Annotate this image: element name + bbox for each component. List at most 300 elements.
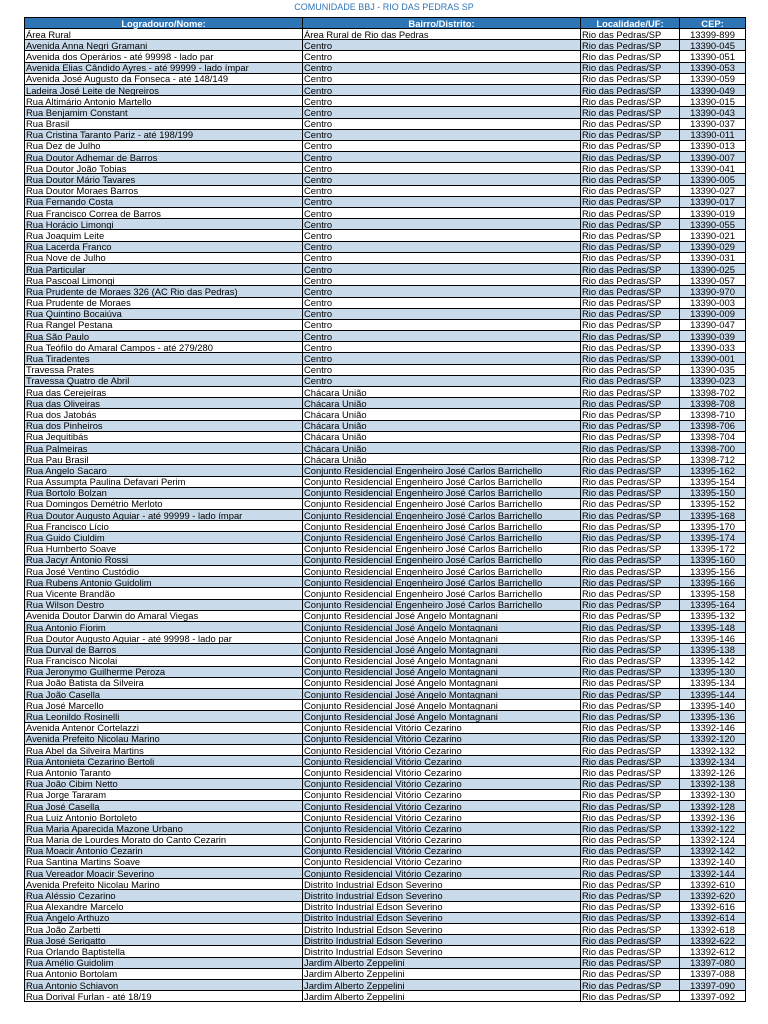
- cell-logradouro: Rua Doutor João Tobias: [25, 163, 303, 174]
- cell-bairro: Conjunto Residencial Vitório Cezarino: [303, 856, 581, 867]
- cell-bairro: Conjunto Residencial Vitório Cezarino: [303, 733, 581, 744]
- cell-cep: 13390-007: [680, 152, 746, 163]
- cell-cep: 13390-023: [680, 375, 746, 386]
- table-row: [25, 230, 746, 241]
- cell-localidade: Rio das Pedras/SP: [581, 163, 680, 174]
- cell-logradouro: Rua Angelo Sacaro: [25, 465, 303, 476]
- cell-logradouro: Rua Assumpta Paulina Defavari Perim: [25, 476, 303, 487]
- cell-localidade: Rio das Pedras/SP: [581, 756, 680, 767]
- cell-cep: 13398-712: [680, 454, 746, 465]
- cell-bairro: Conjunto Residencial Vitório Cezarino: [303, 745, 581, 756]
- table-row: [25, 476, 746, 487]
- cell-bairro: Conjunto Residencial Engenheiro José Carlos Barrichello: [303, 510, 581, 521]
- cell-localidade: Rio das Pedras/SP: [581, 644, 680, 655]
- cell-cep: 13392-610: [680, 879, 746, 890]
- cell-bairro: Conjunto Residencial José Angelo Montagnani: [303, 655, 581, 666]
- cell-cep: 13390-029: [680, 241, 746, 252]
- cell-logradouro: Rua Humberto Soave: [25, 543, 303, 554]
- cell-localidade: Rio das Pedras/SP: [581, 689, 680, 700]
- cell-logradouro: Avenida José Augusto da Fonseca - até 148/149: [25, 73, 303, 84]
- cell-bairro: Centro: [303, 107, 581, 118]
- table-row: [25, 767, 746, 778]
- cell-logradouro: Rua Doutor Augusto Aguiar - até 99999 - lado ímpar: [25, 510, 303, 521]
- cell-localidade: Rio das Pedras/SP: [581, 566, 680, 577]
- cell-cep: 13395-156: [680, 566, 746, 577]
- cell-bairro: Centro: [303, 40, 581, 51]
- cell-logradouro: Rua Antonio Taranto: [25, 767, 303, 778]
- cell-cep: 13390-057: [680, 275, 746, 286]
- cell-localidade: Rio das Pedras/SP: [581, 510, 680, 521]
- table-row: [25, 51, 746, 62]
- cell-bairro: Centro: [303, 118, 581, 129]
- cell-localidade: Rio das Pedras/SP: [581, 655, 680, 666]
- cell-localidade: Rio das Pedras/SP: [581, 812, 680, 823]
- cell-bairro: Conjunto Residencial Engenheiro José Carlos Barrichello: [303, 487, 581, 498]
- cell-logradouro: Rua Antonio Bortolam: [25, 968, 303, 979]
- cell-localidade: Rio das Pedras/SP: [581, 599, 680, 610]
- cell-bairro: Conjunto Residencial Vitório Cezarino: [303, 800, 581, 811]
- table-row: [25, 84, 746, 95]
- cell-logradouro: Rua João Batista da Silveira: [25, 677, 303, 688]
- cell-bairro: Centro: [303, 185, 581, 196]
- cell-logradouro: Rua Pau Brasil: [25, 454, 303, 465]
- cell-logradouro: Rua Doutor Adhemar de Barros: [25, 152, 303, 163]
- table-row: [25, 129, 746, 140]
- cell-bairro: Conjunto Residencial José Angelo Montagnani: [303, 689, 581, 700]
- cell-bairro: Centro: [303, 73, 581, 84]
- table-row: [25, 935, 746, 946]
- cell-bairro: Centro: [303, 263, 581, 274]
- table-row: [25, 252, 746, 263]
- cell-logradouro: Avenida dos Operários - até 99998 - lado par: [25, 51, 303, 62]
- cell-logradouro: Avenida Prefeito Nicolau Marino: [25, 733, 303, 744]
- cell-logradouro: Rua Antonieta Cezarino Bertoli: [25, 756, 303, 767]
- cell-bairro: Conjunto Residencial Engenheiro José Carlos Barrichello: [303, 543, 581, 554]
- cell-localidade: Rio das Pedras/SP: [581, 800, 680, 811]
- cell-bairro: Distrito Industrial Edson Severino: [303, 901, 581, 912]
- cell-localidade: Rio das Pedras/SP: [581, 733, 680, 744]
- cell-bairro: Centro: [303, 196, 581, 207]
- table-row: [25, 118, 746, 129]
- cell-cep: 13392-140: [680, 856, 746, 867]
- cell-bairro: Chácara União: [303, 420, 581, 431]
- table-row: [25, 722, 746, 733]
- cell-localidade: Rio das Pedras/SP: [581, 991, 680, 1002]
- cell-logradouro: Rua Vicente Brandão: [25, 588, 303, 599]
- cell-logradouro: Rua Palmeiras: [25, 442, 303, 453]
- table-row: [25, 241, 746, 252]
- cell-localidade: Rio das Pedras/SP: [581, 465, 680, 476]
- cell-cep: 13390-043: [680, 107, 746, 118]
- cell-logradouro: Rua Antonio Fiorim: [25, 621, 303, 632]
- cell-bairro: Centro: [303, 308, 581, 319]
- table-row: [25, 196, 746, 207]
- cell-bairro: Centro: [303, 375, 581, 386]
- cell-cep: 13392-132: [680, 745, 746, 756]
- cell-logradouro: Rua Doutor Mário Tavares: [25, 174, 303, 185]
- table-row: [25, 510, 746, 521]
- cell-bairro: Centro: [303, 152, 581, 163]
- cell-bairro: Jardim Alberto Zeppelini: [303, 979, 581, 990]
- cell-bairro: Centro: [303, 319, 581, 330]
- table-row: [25, 845, 746, 856]
- cell-logradouro: Rua Francisco Lício: [25, 521, 303, 532]
- cell-logradouro: Rua João Casella: [25, 689, 303, 700]
- cell-cep: 13390-021: [680, 230, 746, 241]
- cell-logradouro: Rua dos Pinheiros: [25, 420, 303, 431]
- cell-cep: 13395-142: [680, 655, 746, 666]
- cell-logradouro: Ladeira José Leite de Negreiros: [25, 84, 303, 95]
- table-row: [25, 991, 746, 1002]
- cell-logradouro: Rua Prudente de Moraes: [25, 297, 303, 308]
- cell-cep: 13390-041: [680, 163, 746, 174]
- cell-cep: 13395-168: [680, 510, 746, 521]
- table-row: [25, 174, 746, 185]
- cell-localidade: Rio das Pedras/SP: [581, 230, 680, 241]
- cell-logradouro: Avenida Anna Negri Gramani: [25, 40, 303, 51]
- cell-bairro: Conjunto Residencial Engenheiro José Carlos Barrichello: [303, 498, 581, 509]
- cell-logradouro: Rua Horácio Limongi: [25, 219, 303, 230]
- cell-cep: 13392-146: [680, 722, 746, 733]
- cell-localidade: Rio das Pedras/SP: [581, 140, 680, 151]
- table-row: [25, 778, 746, 789]
- cell-bairro: Centro: [303, 364, 581, 375]
- cell-cep: 13397-088: [680, 968, 746, 979]
- cell-localidade: Rio das Pedras/SP: [581, 40, 680, 51]
- cell-localidade: Rio das Pedras/SP: [581, 442, 680, 453]
- cell-localidade: Rio das Pedras/SP: [581, 677, 680, 688]
- header-bairro: Bairro/Distrito:: [303, 18, 581, 29]
- cell-cep: 13397-090: [680, 979, 746, 990]
- cell-logradouro: Área Rural: [25, 29, 303, 40]
- cell-localidade: Rio das Pedras/SP: [581, 96, 680, 107]
- cell-cep: 13392-120: [680, 733, 746, 744]
- cell-localidade: Rio das Pedras/SP: [581, 185, 680, 196]
- cell-localidade: Rio das Pedras/SP: [581, 286, 680, 297]
- cell-logradouro: Rua Lacerda Franco: [25, 241, 303, 252]
- table-row: [25, 633, 746, 644]
- cell-cep: 13392-142: [680, 845, 746, 856]
- cell-localidade: Rio das Pedras/SP: [581, 208, 680, 219]
- cell-bairro: Distrito Industrial Edson Severino: [303, 912, 581, 923]
- table-row: [25, 979, 746, 990]
- cell-bairro: Conjunto Residencial Engenheiro José Carlos Barrichello: [303, 532, 581, 543]
- cell-localidade: Rio das Pedras/SP: [581, 700, 680, 711]
- cell-bairro: Conjunto Residencial José Angelo Montagnani: [303, 711, 581, 722]
- table-row: [25, 957, 746, 968]
- cell-logradouro: Travessa Prates: [25, 364, 303, 375]
- cell-logradouro: Rua João Cibim Netto: [25, 778, 303, 789]
- cell-cep: 13395-136: [680, 711, 746, 722]
- table-row: [25, 29, 746, 40]
- header-logradouro: Logradouro/Nome:: [25, 18, 303, 29]
- cell-logradouro: Rua Alexandre Marcelo: [25, 901, 303, 912]
- cell-bairro: Chácara União: [303, 398, 581, 409]
- cell-bairro: Distrito Industrial Edson Severino: [303, 924, 581, 935]
- cell-bairro: Centro: [303, 252, 581, 263]
- cell-localidade: Rio das Pedras/SP: [581, 901, 680, 912]
- cell-cep: 13398-710: [680, 409, 746, 420]
- cell-logradouro: Rua Tiradentes: [25, 353, 303, 364]
- table-row: [25, 219, 746, 230]
- cell-localidade: Rio das Pedras/SP: [581, 319, 680, 330]
- cell-cep: 13395-174: [680, 532, 746, 543]
- cell-logradouro: Rua das Cerejeiras: [25, 387, 303, 398]
- table-row: [25, 789, 746, 800]
- cell-logradouro: Rua Rangel Pestana: [25, 319, 303, 330]
- table-row: [25, 621, 746, 632]
- table-row: [25, 655, 746, 666]
- table-header-row: [25, 18, 746, 29]
- cell-localidade: Rio das Pedras/SP: [581, 577, 680, 588]
- table-row: [25, 610, 746, 621]
- cep-table: [24, 17, 746, 1002]
- cell-bairro: Chácara União: [303, 454, 581, 465]
- table-row: [25, 532, 746, 543]
- cell-cep: 13395-138: [680, 644, 746, 655]
- cell-localidade: Rio das Pedras/SP: [581, 219, 680, 230]
- cell-localidade: Rio das Pedras/SP: [581, 409, 680, 420]
- cell-cep: 13395-144: [680, 689, 746, 700]
- cell-localidade: Rio das Pedras/SP: [581, 935, 680, 946]
- cell-bairro: Conjunto Residencial Engenheiro José Carlos Barrichello: [303, 476, 581, 487]
- cell-cep: 13392-130: [680, 789, 746, 800]
- cell-cep: 13390-009: [680, 308, 746, 319]
- cell-bairro: Conjunto Residencial José Angelo Montagnani: [303, 621, 581, 632]
- cell-logradouro: Rua Santina Martins Soave: [25, 856, 303, 867]
- cell-bairro: Conjunto Residencial Engenheiro José Carlos Barrichello: [303, 588, 581, 599]
- cell-logradouro: Rua José Serigatto: [25, 935, 303, 946]
- cell-cep: 13392-134: [680, 756, 746, 767]
- cell-bairro: Centro: [303, 140, 581, 151]
- cell-localidade: Rio das Pedras/SP: [581, 297, 680, 308]
- cell-cep: 13390-003: [680, 297, 746, 308]
- table-row: [25, 331, 746, 342]
- table-row: [25, 353, 746, 364]
- cell-logradouro: Rua Dorival Furlan - até 18/19: [25, 991, 303, 1002]
- cell-localidade: Rio das Pedras/SP: [581, 621, 680, 632]
- cell-bairro: Chácara União: [303, 431, 581, 442]
- cell-cep: 13390-035: [680, 364, 746, 375]
- cell-bairro: Centro: [303, 208, 581, 219]
- table-row: [25, 666, 746, 677]
- cell-cep: 13398-702: [680, 387, 746, 398]
- cell-cep: 13397-092: [680, 991, 746, 1002]
- cell-logradouro: Rua Prudente de Moraes 326 (AC Rio das Pedras): [25, 286, 303, 297]
- cell-logradouro: Rua Wilson Destro: [25, 599, 303, 610]
- cell-logradouro: Rua Luiz Antonio Bortoleto: [25, 812, 303, 823]
- cell-cep: 13390-013: [680, 140, 746, 151]
- cell-localidade: Rio das Pedras/SP: [581, 633, 680, 644]
- cell-logradouro: Avenida Elias Cândido Ayres - até 99999 - lado ímpar: [25, 62, 303, 73]
- cell-cep: 13390-027: [680, 185, 746, 196]
- cell-cep: 13392-618: [680, 924, 746, 935]
- table-row: [25, 107, 746, 118]
- cell-bairro: Conjunto Residencial Vitório Cezarino: [303, 756, 581, 767]
- cell-localidade: Rio das Pedras/SP: [581, 118, 680, 129]
- cell-cep: 13390-031: [680, 252, 746, 263]
- cell-logradouro: Rua Rubens Antonio Guidolim: [25, 577, 303, 588]
- cell-bairro: Conjunto Residencial Engenheiro José Carlos Barrichello: [303, 566, 581, 577]
- table-row: [25, 711, 746, 722]
- cell-logradouro: Rua Maria de Lourdes Morato do Canto Cezarin: [25, 834, 303, 845]
- cell-logradouro: Rua Francisco Correa de Barros: [25, 208, 303, 219]
- table-row: [25, 398, 746, 409]
- cell-localidade: Rio das Pedras/SP: [581, 834, 680, 845]
- cell-bairro: Conjunto Residencial José Angelo Montagnani: [303, 610, 581, 621]
- table-row: [25, 689, 746, 700]
- table-row: [25, 677, 746, 688]
- cell-bairro: Centro: [303, 331, 581, 342]
- table-row: [25, 521, 746, 532]
- table-row: [25, 588, 746, 599]
- cell-bairro: Conjunto Residencial Engenheiro José Carlos Barrichello: [303, 521, 581, 532]
- cell-logradouro: Rua das Oliveiras: [25, 398, 303, 409]
- cell-bairro: Distrito Industrial Edson Severino: [303, 946, 581, 957]
- cell-cep: 13399-899: [680, 29, 746, 40]
- cell-localidade: Rio das Pedras/SP: [581, 912, 680, 923]
- cell-cep: 13392-138: [680, 778, 746, 789]
- cell-cep: 13390-017: [680, 196, 746, 207]
- cell-cep: 13395-152: [680, 498, 746, 509]
- cell-localidade: Rio das Pedras/SP: [581, 610, 680, 621]
- cell-localidade: Rio das Pedras/SP: [581, 711, 680, 722]
- table-row: [25, 946, 746, 957]
- cell-logradouro: Rua José Marcello: [25, 700, 303, 711]
- cell-bairro: Conjunto Residencial Vitório Cezarino: [303, 767, 581, 778]
- cell-logradouro: Rua Benjamim Constant: [25, 107, 303, 118]
- cell-localidade: Rio das Pedras/SP: [581, 476, 680, 487]
- cell-bairro: Conjunto Residencial Vitório Cezarino: [303, 722, 581, 733]
- table-row: [25, 185, 746, 196]
- cell-localidade: Rio das Pedras/SP: [581, 353, 680, 364]
- cell-logradouro: Rua Jorge Tararam: [25, 789, 303, 800]
- table-row: [25, 387, 746, 398]
- cell-localidade: Rio das Pedras/SP: [581, 107, 680, 118]
- table-row: [25, 800, 746, 811]
- cell-localidade: Rio das Pedras/SP: [581, 957, 680, 968]
- cell-cep: 13398-704: [680, 431, 746, 442]
- cell-bairro: Distrito Industrial Edson Severino: [303, 890, 581, 901]
- cell-localidade: Rio das Pedras/SP: [581, 375, 680, 386]
- cell-logradouro: Rua Orlando Baptistella: [25, 946, 303, 957]
- cell-logradouro: Rua São Paulo: [25, 331, 303, 342]
- cell-cep: 13390-019: [680, 208, 746, 219]
- cell-localidade: Rio das Pedras/SP: [581, 196, 680, 207]
- cell-cep: 13390-015: [680, 96, 746, 107]
- cell-logradouro: Rua Moacir Antonio Cezarin: [25, 845, 303, 856]
- cell-localidade: Rio das Pedras/SP: [581, 823, 680, 834]
- cell-localidade: Rio das Pedras/SP: [581, 342, 680, 353]
- table-row: [25, 823, 746, 834]
- cell-logradouro: Rua Quintino Bocaiúva: [25, 308, 303, 319]
- cell-cep: 13392-124: [680, 834, 746, 845]
- cell-bairro: Centro: [303, 342, 581, 353]
- cell-cep: 13390-033: [680, 342, 746, 353]
- cell-logradouro: Rua Cristina Taranto Pariz - até 198/199: [25, 129, 303, 140]
- cell-logradouro: Travessa Quatro de Abril: [25, 375, 303, 386]
- cell-localidade: Rio das Pedras/SP: [581, 431, 680, 442]
- table-body: [25, 29, 746, 1002]
- cell-localidade: Rio das Pedras/SP: [581, 666, 680, 677]
- cell-bairro: Conjunto Residencial Engenheiro José Carlos Barrichello: [303, 554, 581, 565]
- cell-logradouro: Rua Maria Aparecida Mazone Urbano: [25, 823, 303, 834]
- table-row: [25, 879, 746, 890]
- cell-logradouro: Avenida Prefeito Nicolau Marino: [25, 879, 303, 890]
- cell-cep: 13398-700: [680, 442, 746, 453]
- table-row: [25, 152, 746, 163]
- table-row: [25, 375, 746, 386]
- table-row: [25, 566, 746, 577]
- cell-bairro: Área Rural de Rio das Pedras: [303, 29, 581, 40]
- table-row: [25, 968, 746, 979]
- cell-cep: 13395-158: [680, 588, 746, 599]
- cell-bairro: Jardim Alberto Zeppelini: [303, 957, 581, 968]
- cell-cep: 13390-005: [680, 174, 746, 185]
- cell-localidade: Rio das Pedras/SP: [581, 129, 680, 140]
- cell-logradouro: Rua Guido Ciuldim: [25, 532, 303, 543]
- cell-logradouro: Avenida Antenor Cortelazzi: [25, 722, 303, 733]
- cell-localidade: Rio das Pedras/SP: [581, 532, 680, 543]
- cell-cep: 13390-037: [680, 118, 746, 129]
- cell-localidade: Rio das Pedras/SP: [581, 554, 680, 565]
- cell-cep: 13390-053: [680, 62, 746, 73]
- cell-cep: 13395-166: [680, 577, 746, 588]
- cell-bairro: Centro: [303, 129, 581, 140]
- cell-cep: 13390-039: [680, 331, 746, 342]
- cell-cep: 13390-001: [680, 353, 746, 364]
- cell-logradouro: Avenida Doutor Darwin do Amaral Viegas: [25, 610, 303, 621]
- table-row: [25, 208, 746, 219]
- cell-bairro: Centro: [303, 230, 581, 241]
- cell-cep: 13398-706: [680, 420, 746, 431]
- cell-localidade: Rio das Pedras/SP: [581, 420, 680, 431]
- cell-bairro: Centro: [303, 51, 581, 62]
- cell-localidade: Rio das Pedras/SP: [581, 588, 680, 599]
- cell-cep: 13392-144: [680, 868, 746, 879]
- cell-bairro: Conjunto Residencial José Angelo Montagnani: [303, 633, 581, 644]
- cell-localidade: Rio das Pedras/SP: [581, 543, 680, 554]
- cell-localidade: Rio das Pedras/SP: [581, 778, 680, 789]
- cell-bairro: Centro: [303, 163, 581, 174]
- cell-logradouro: Rua Ângelo Arthuzo: [25, 912, 303, 923]
- table-row: [25, 454, 746, 465]
- cell-localidade: Rio das Pedras/SP: [581, 498, 680, 509]
- cell-bairro: Conjunto Residencial Vitório Cezarino: [303, 834, 581, 845]
- cell-cep: 13397-080: [680, 957, 746, 968]
- cell-localidade: Rio das Pedras/SP: [581, 968, 680, 979]
- cell-cep: 13395-140: [680, 700, 746, 711]
- cell-logradouro: Rua Bortolo Bolzan: [25, 487, 303, 498]
- cell-localidade: Rio das Pedras/SP: [581, 487, 680, 498]
- cell-logradouro: Rua Francisco Nicolai: [25, 655, 303, 666]
- table-row: [25, 901, 746, 912]
- table-row: [25, 140, 746, 151]
- cell-cep: 13390-051: [680, 51, 746, 62]
- table-row: [25, 263, 746, 274]
- cell-bairro: Centro: [303, 241, 581, 252]
- table-row: [25, 868, 746, 879]
- cell-logradouro: Rua José Casella: [25, 800, 303, 811]
- cell-logradouro: Rua Doutor Augusto Aguiar - até 99998 - lado par: [25, 633, 303, 644]
- table-row: [25, 812, 746, 823]
- cell-localidade: Rio das Pedras/SP: [581, 856, 680, 867]
- cell-localidade: Rio das Pedras/SP: [581, 241, 680, 252]
- table-row: [25, 543, 746, 554]
- cell-logradouro: Rua Nove de Julho: [25, 252, 303, 263]
- cell-localidade: Rio das Pedras/SP: [581, 73, 680, 84]
- cell-localidade: Rio das Pedras/SP: [581, 767, 680, 778]
